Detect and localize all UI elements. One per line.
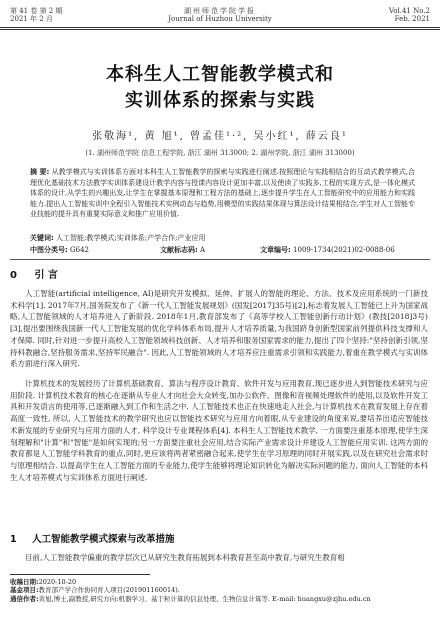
- section-1-paragraph-1: 目前,人工智能教学偏重的教学层次已从研究生教育拓展到本科教育甚至高中教育,与研究生教育相: [25, 553, 345, 562]
- document-code-label: 文献标志码:: [160, 246, 198, 254]
- running-head-right: [389, 7, 430, 23]
- header-rule-thin: [0, 29, 440, 30]
- abstract-label: 摘 要:: [30, 168, 50, 176]
- volume-number-en: Vol.41 No.2: [388, 7, 430, 15]
- abstract-text: 从教学模式与实训体系方面对本科生人工智能教学的探索与实践进行阐述.按照理论与实践相结合的互动式教学模式,合理优化基础技术方法教学实训体系建设计教学内容与授课内容设计更加丰富,以及使读了实践多,工程的实现方式,是一体化模式体系的设计,从学生的兴趣出发,让学生在掌握基本原理和工程方法的基础上,逐步提升学生在人工智能研究中的应用能力和实践能力.提出人工智能实训中全程引入智能技术实例动态与趋势,用模型的实践结果体现与算法设计结果相结合,学生对人工智能专业技能的提升具有重要实际意义和推广应用价值.: [30, 168, 415, 219]
- footnote-rule: [10, 574, 150, 575]
- fund-label: 基金项目:: [10, 586, 39, 595]
- abstract: [30, 167, 415, 220]
- intro-number: 0: [10, 270, 17, 281]
- document-code-value: A: [200, 246, 206, 254]
- abstract-rule: [10, 259, 430, 260]
- running-head-center: [0, 7, 440, 23]
- fund-value: 教育部产学合作协同育人项目(201901160014).: [38, 586, 180, 595]
- clc-value: G642: [70, 246, 89, 254]
- header-rule: [0, 27, 440, 28]
- article-number-value: 1009-1734(2021)02-0088-06: [293, 246, 395, 254]
- author-list: 张敬海¹, 黄 旭¹, 曾孟佳¹·², 吴小红¹, 薛云良¹: [92, 131, 348, 142]
- intro-heading: [10, 266, 58, 281]
- clc-label: 中图分类号:: [30, 246, 68, 254]
- article-number-label: 文章编号:: [260, 246, 291, 254]
- issue-date: 2021 年 2 月: [10, 15, 53, 23]
- section-1-number: 1: [10, 534, 17, 545]
- article-number: [260, 245, 395, 255]
- corresponding-author-value: 黄旭,博士,副教授,研究方向:机器学习、基于粒计算的信息处理、生物信息计算等. E-mail: huangxu@zjhu.edu.cn: [38, 594, 371, 603]
- fund-project: [10, 586, 428, 594]
- clc-number: [30, 245, 89, 255]
- received-value: 2020-10-20: [38, 578, 77, 586]
- corresponding-author: [10, 595, 428, 603]
- corresponding-author-label: 通信作者:: [10, 594, 39, 603]
- journal-name-cn: 湖州师范学院学报: [184, 7, 256, 15]
- journal-name-en: Journal of Huzhou University: [168, 15, 272, 23]
- intro-paragraph-1: 人工智能(artificial intelligence, AI)是研究开发模拟、延伸、扩展人的智能的理论、方法、技术及应用系统的一门新技术科学[1]. 2017年7月,国务院发布了《新一代人工智能发展规划》(国发[2017]35号)[2],标志着发展人工智能已上升为国家战略,人工智能领域的人才培养进入了新阶段. 2018年1月,教育部发布了《高等学校人工智能创新行动计划》(教技[2018]3号)[3],提出要围绕我国新一代人工智能发展的优化学科体系布局,提升人才培养质量,为我国跻身创新型国家前列提供科技支撑和人才保障. 同时,针对进一步提升高校人工智能领域科技创新、人才培养和服务国家需求的能力,提出了四个坚持:"坚持创新引领,坚持科教融合,坚持服务需求,坚持军民融合". 因此,人工智能领域的人才培养应注重需求引领和实践能力,着重在教学模式与实训体系方面进行深入研究.: [10, 289, 428, 369]
- intro-title: 引 言: [34, 270, 58, 281]
- paper-title-line1: 本科生人工智能教学模式和: [106, 64, 334, 85]
- received-label: 收稿日期:: [10, 578, 39, 586]
- affiliation: (1. 湖州师范学院 信息工程学院, 浙江 湖州 313000; 2. 湖州学院, 浙江 湖州 313000): [85, 149, 355, 157]
- date-en: Feb. 2021: [394, 15, 430, 23]
- footnote: [10, 578, 428, 603]
- section-1-heading: [10, 531, 174, 545]
- keywords-label: 关键词:: [30, 234, 54, 242]
- keywords: [30, 233, 415, 244]
- volume-issue: 第 41 卷 第 2 期: [10, 7, 63, 15]
- paper-title-line2: 实训体系的探索与实践: [125, 90, 315, 111]
- document-code: [160, 245, 205, 255]
- section-1-title: 人工智能教学模式探索与改革措施: [31, 534, 175, 545]
- keywords-text: 人工智能;教学模式;实训体系;产学合作;产业应用: [56, 234, 206, 242]
- intro-paragraph-2: 计算机技术的发展经历了计算机基础教育、算法与程序设计教育、软件开发与应用教育,现已逐步进入到智能技术研究与应用阶段. 计算机技术教育的核心在逐渐从专业人才向社会大众转变,加办公软件、图像和音视频处理软件的使用,以及软件开发工具和开发语言的使用等,已逐渐融入到工作和生活之中. 人工智能技术也正在快速地走入社会,与计算机技术在教育发展上存在着高度一致性, 所以, 人工智能技术的教学研究也应以智能技术研究与应用方向着眼,从专业建设的角度来说,要培养出适应智能技术新发展的专业研究与应用方面的人才, 科学设计专业课程体系[4]. 本科生人工智能技术教学, 一方面要注重基本原理,使学生深刻理解和"计算"和"智能"是如何实现的;另一方面要注重社会应用,结合实际产业需求设计并建设人工智能应用实训. 这两方面的教育都是人工智能学科教育的重点,同时,更应该将两者紧密融合起来,使学生在学习原理的同时开展实践,以及在研究社会需求时与原理相结合. 以提高学生在人工智能方面的专业能力,使学生能够将理论知识转化为解决实际问题的能力, 面向人工智能的本科生人才培养模式与实训体系方面进行阐述.: [10, 379, 428, 482]
